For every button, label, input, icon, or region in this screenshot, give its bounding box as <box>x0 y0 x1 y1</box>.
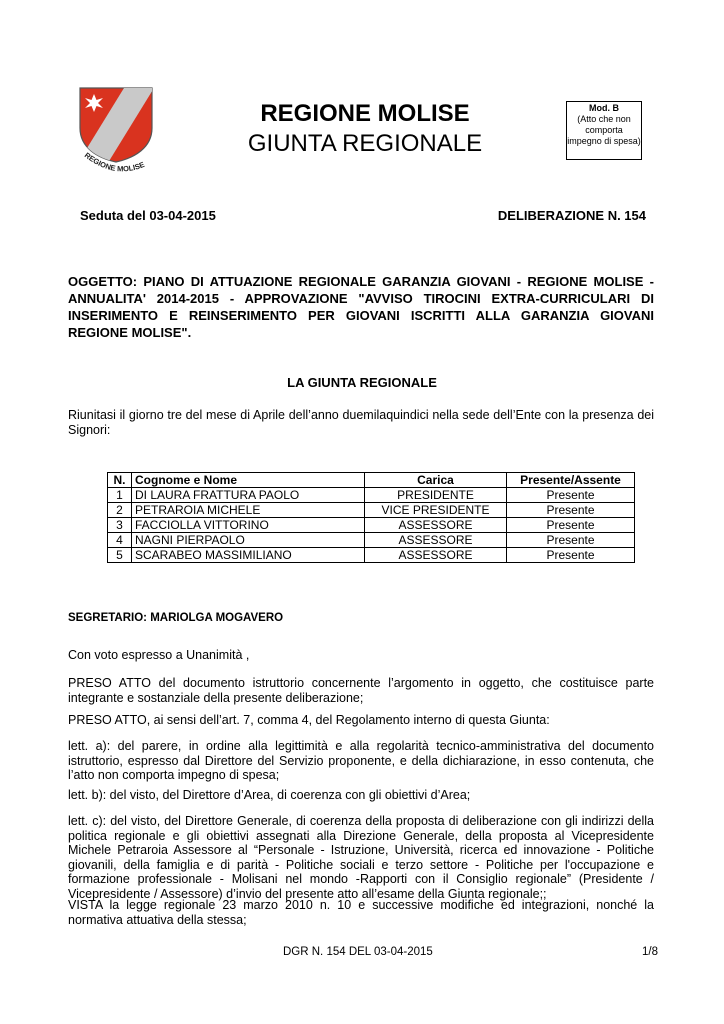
paragraph-preso-atto-2: PRESO ATTO, ai sensi dell’art. 7, comma 4, del Regolamento interno di questa Giunta: <box>68 713 550 727</box>
header-subtitle: GIUNTA REGIONALE <box>247 130 483 157</box>
presence-table <box>107 472 635 563</box>
deliberazione-number: DELIBERAZIONE N. 154 <box>497 208 646 223</box>
cell-name: SCARABEO MASSIMILIANO <box>132 548 365 563</box>
paragraph-preso-atto-1: PRESO ATTO del documento istruttorio concernente l’argomento in oggetto, che costituisce parte integrante e sostanziale della presente deliberazione; <box>68 676 654 705</box>
cell-presence: Presente <box>507 518 635 533</box>
cell-name: PETRAROIA MICHELE <box>132 503 365 518</box>
oggetto-text: OGGETTO: PIANO DI ATTUAZIONE REGIONALE GARANZIA GIOVANI - REGIONE MOLISE - ANNUALITA' 2014-2015 - APPROVAZIONE "AVVISO TIROCINI EXTRA-CURRICULARI DI INSERIMENTO E REINSERIMENTO PER GIOVANI ISCRITTI ALLA GARANZIA GIOVANI REGIONE MOLISE". <box>68 274 654 340</box>
cell-presence: Presente <box>507 503 635 518</box>
col-header-presence: Presente/Assente <box>507 473 635 488</box>
paragraph-lett-b: lett. b): del visto, del Direttore d’Area, di coerenza con gli obiettivi d’Area; <box>68 788 471 802</box>
table-row <box>108 503 635 518</box>
segretario-line: SEGRETARIO: MARIOLGA MOGAVERO <box>68 612 284 624</box>
paragraph-voto: Con voto espresso a Unanimità , <box>68 648 250 662</box>
cell-n: 4 <box>108 533 132 548</box>
col-header-name: Cognome e Nome <box>132 473 365 488</box>
cell-name: FACCIOLLA VITTORINO <box>132 518 365 533</box>
cell-n: 1 <box>108 488 132 503</box>
regione-molise-logo <box>76 86 160 178</box>
seduta-date: Seduta del 03-04-2015 <box>80 208 216 223</box>
mod-box <box>566 101 642 160</box>
riunitasi-paragraph: Riunitasi il giorno tre del mese di Aprile dell’anno duemilaquindici nella sede dell’Ente con la presenza dei Signori: <box>68 408 654 437</box>
table-row <box>108 548 635 563</box>
cell-presence: Presente <box>507 548 635 563</box>
footer-reference: DGR N. 154 DEL 03-04-2015 <box>283 946 433 958</box>
cell-n: 5 <box>108 548 132 563</box>
logo-text: REGIONE MOLISE <box>82 150 146 174</box>
header-title: REGIONE MOLISE <box>260 100 470 127</box>
cell-presence: Presente <box>507 488 635 503</box>
table-header-row <box>108 473 635 488</box>
mod-note: (Atto che non comporta impegno di spesa) <box>567 114 641 146</box>
col-header-n: N. <box>108 473 132 488</box>
paragraph-lett-a: lett. a): del parere, in ordine alla legittimità e alla regolarità tecnico-amministrativa del documento istruttorio, espresso dal Direttore del Servizio proponente, e della dichiarazione, in esso contenuta, che l’atto non comporta impegno di spesa; <box>68 739 654 782</box>
col-header-carica: Carica <box>365 473 507 488</box>
cell-carica: ASSESSORE <box>365 548 507 563</box>
mod-title: Mod. B <box>589 103 619 113</box>
paragraph-vista: VISTA la legge regionale 23 marzo 2010 n. 10 e successive modifiche ed integrazioni, nonché la normativa attuativa della stessa; <box>68 898 654 927</box>
giunta-heading: LA GIUNTA REGIONALE <box>287 375 437 390</box>
cell-carica: VICE PRESIDENTE <box>365 503 507 518</box>
cell-presence: Presente <box>507 533 635 548</box>
table-row <box>108 533 635 548</box>
cell-carica: ASSESSORE <box>365 533 507 548</box>
cell-n: 2 <box>108 503 132 518</box>
cell-carica: ASSESSORE <box>365 518 507 533</box>
paragraph-lett-c: lett. c): del visto, del Direttore Generale, di coerenza della proposta di deliberazione con gli indirizzi della politica regionale e gli obiettivi assegnati alla Direzione Generale, della proposta al Vicepresidente Michele Petraroia Assessore al “Personale - Istruzione, Università, ricerca ed innovazione - Politiche giovanili, della famiglia e di parità - Politiche sociali e terzo settore - Politiche per l'occupazione e formazione professionale - Molisani nel mondo -Rapporti con il Consiglio regionale” (Presidente / Vicepresidente / Assessore) d’invio del presente atto all’esame della Giunta regionale;; <box>68 814 654 901</box>
table-row <box>108 518 635 533</box>
cell-name: NAGNI PIERPAOLO <box>132 533 365 548</box>
cell-n: 3 <box>108 518 132 533</box>
page-number: 1/8 <box>642 946 658 958</box>
cell-name: DI LAURA FRATTURA PAOLO <box>132 488 365 503</box>
cell-carica: PRESIDENTE <box>365 488 507 503</box>
table-row <box>108 488 635 503</box>
